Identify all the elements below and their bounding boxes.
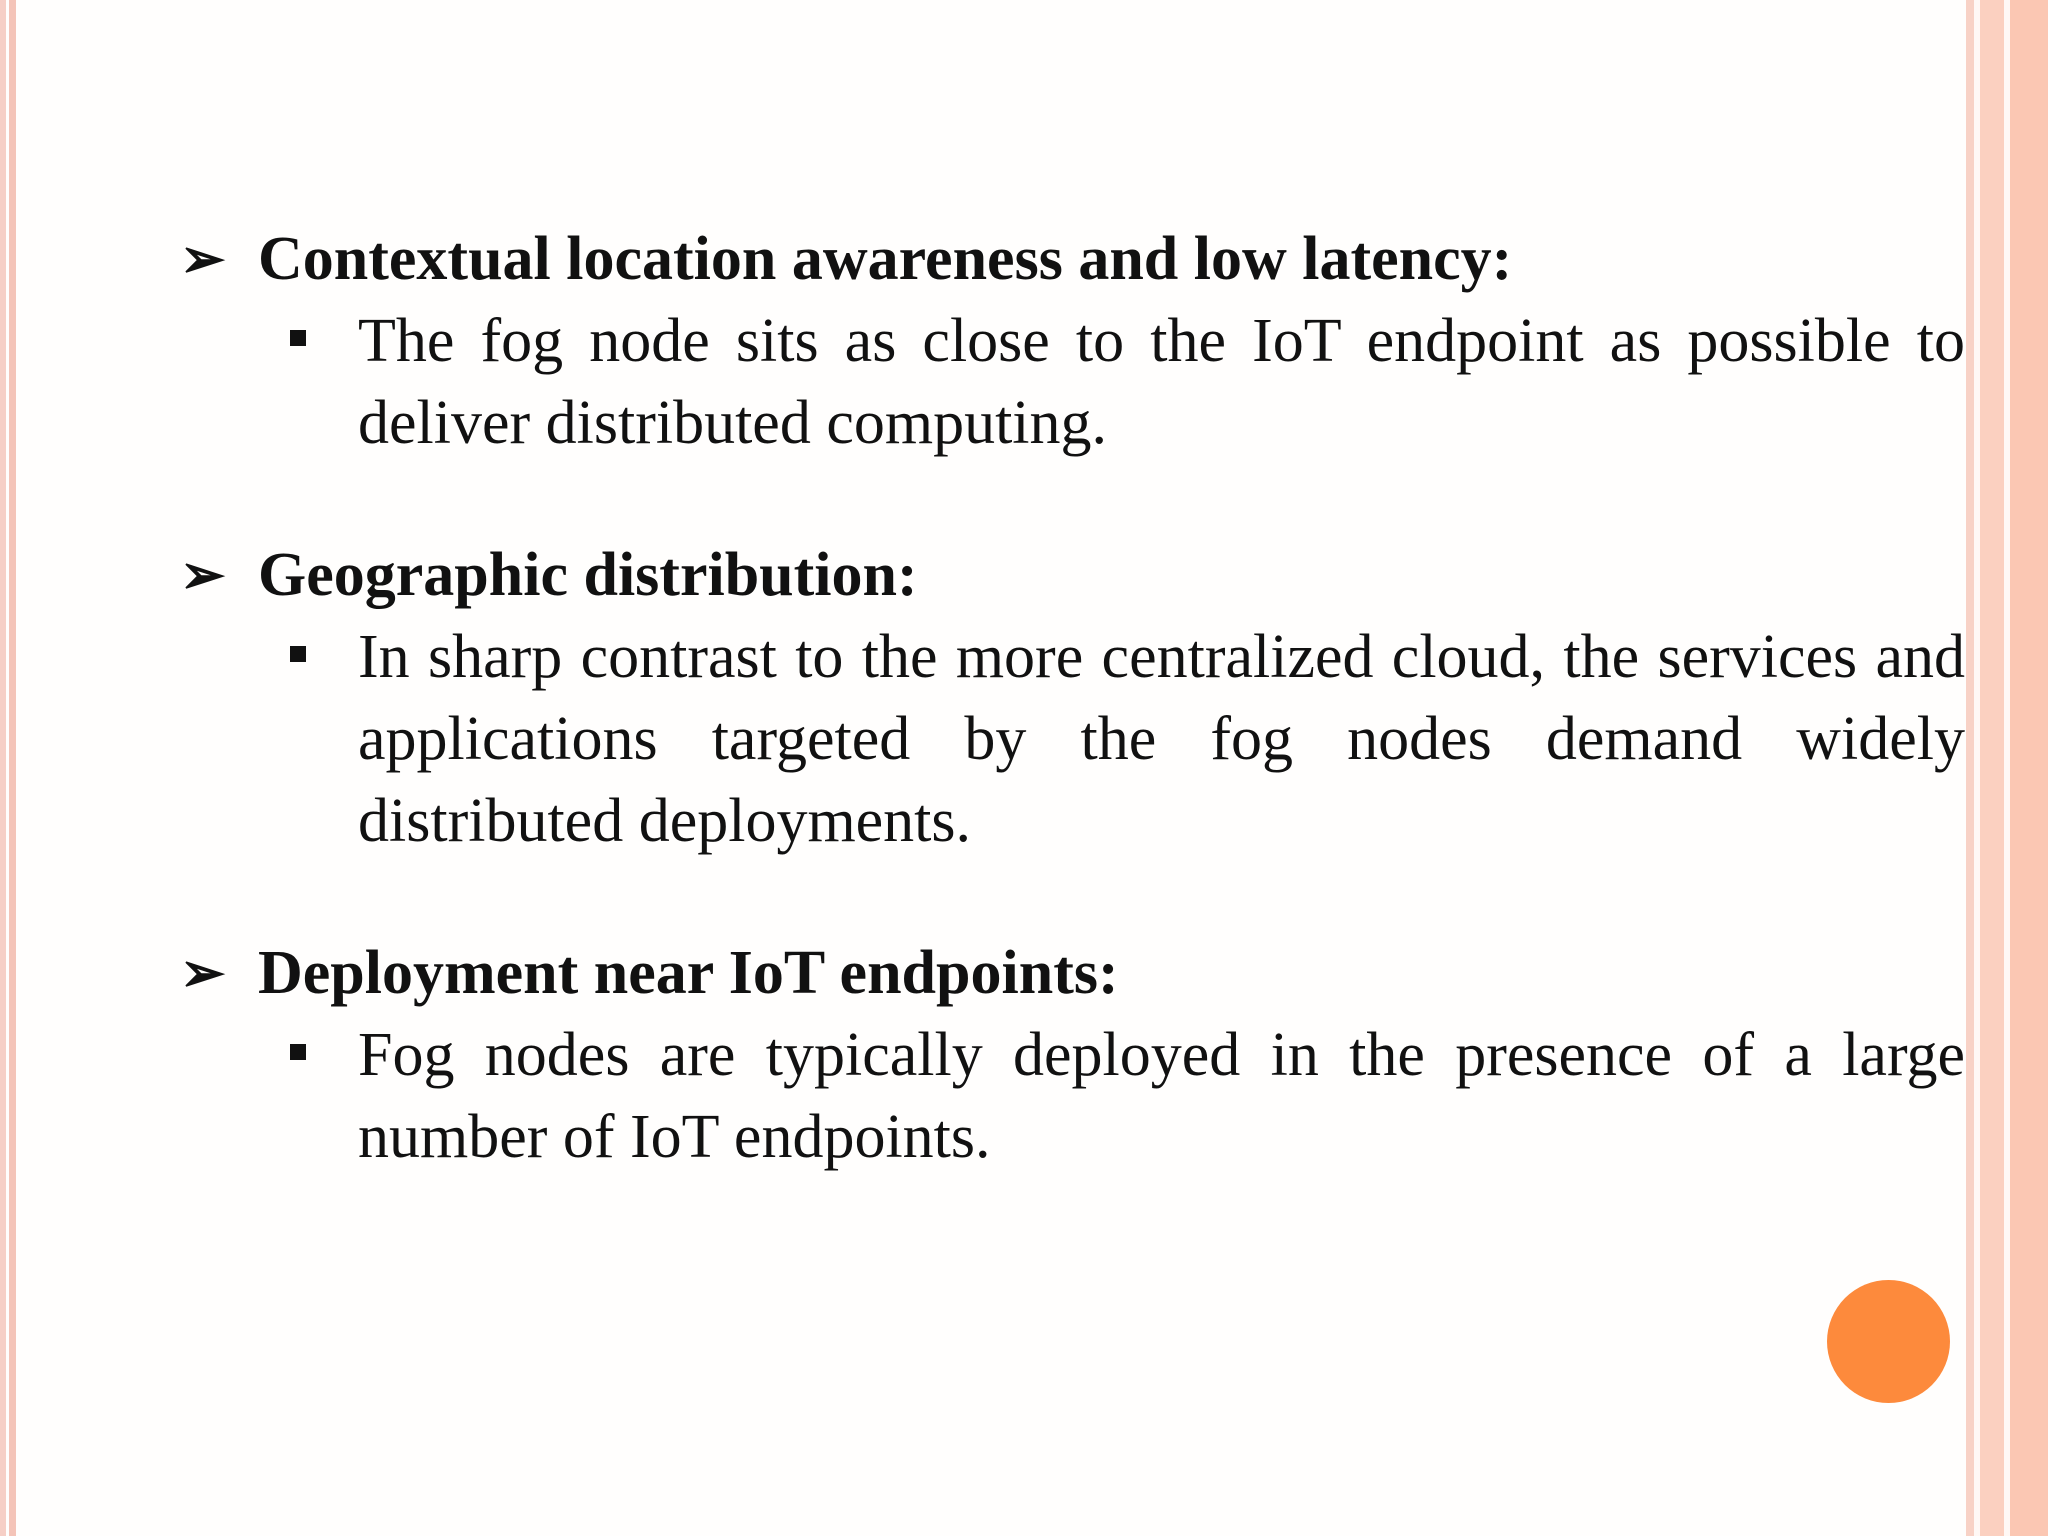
- section-geographic-distribution: [180, 534, 1965, 862]
- square-bullet-icon: [282, 1014, 358, 1096]
- heading-text: Geographic distribution:: [258, 541, 918, 609]
- bullet-item: [282, 616, 1965, 862]
- orange-circle-decoration: [1827, 1280, 1950, 1403]
- section-deployment-near-iot: [180, 932, 1965, 1178]
- bullet-text: In sharp contrast to the more centralized cloud, the services and applications targeted by the fog nodes demand widely distributed deployments.: [358, 623, 1965, 855]
- slide-content: [180, 218, 1965, 1248]
- bullet-text: Fog nodes are typically deployed in the presence of a large number of IoT endpoints.: [358, 1021, 1965, 1171]
- bullet-item: [282, 1014, 1965, 1178]
- bullet-text: The fog node sits as close to the IoT endpoint as possible to deliver distributed computing.: [358, 307, 1965, 457]
- section-heading: [180, 534, 1965, 616]
- square-bullet-icon: [282, 616, 358, 698]
- heading-text: Contextual location awareness and low latency:: [258, 225, 1513, 293]
- heading-text: Deployment near IoT endpoints:: [258, 939, 1119, 1007]
- arrow-bullet-icon: ➢: [180, 229, 226, 289]
- bullet-item: [282, 300, 1965, 464]
- arrow-bullet-icon: ➢: [180, 943, 226, 1003]
- arrow-bullet-icon: ➢: [180, 545, 226, 605]
- square-bullet-icon: [282, 300, 358, 382]
- left-border-decoration: [0, 0, 16, 1536]
- section-heading: [180, 932, 1965, 1014]
- section-contextual-awareness: [180, 218, 1965, 464]
- section-heading: [180, 218, 1965, 300]
- right-border-decoration: [1966, 0, 2048, 1536]
